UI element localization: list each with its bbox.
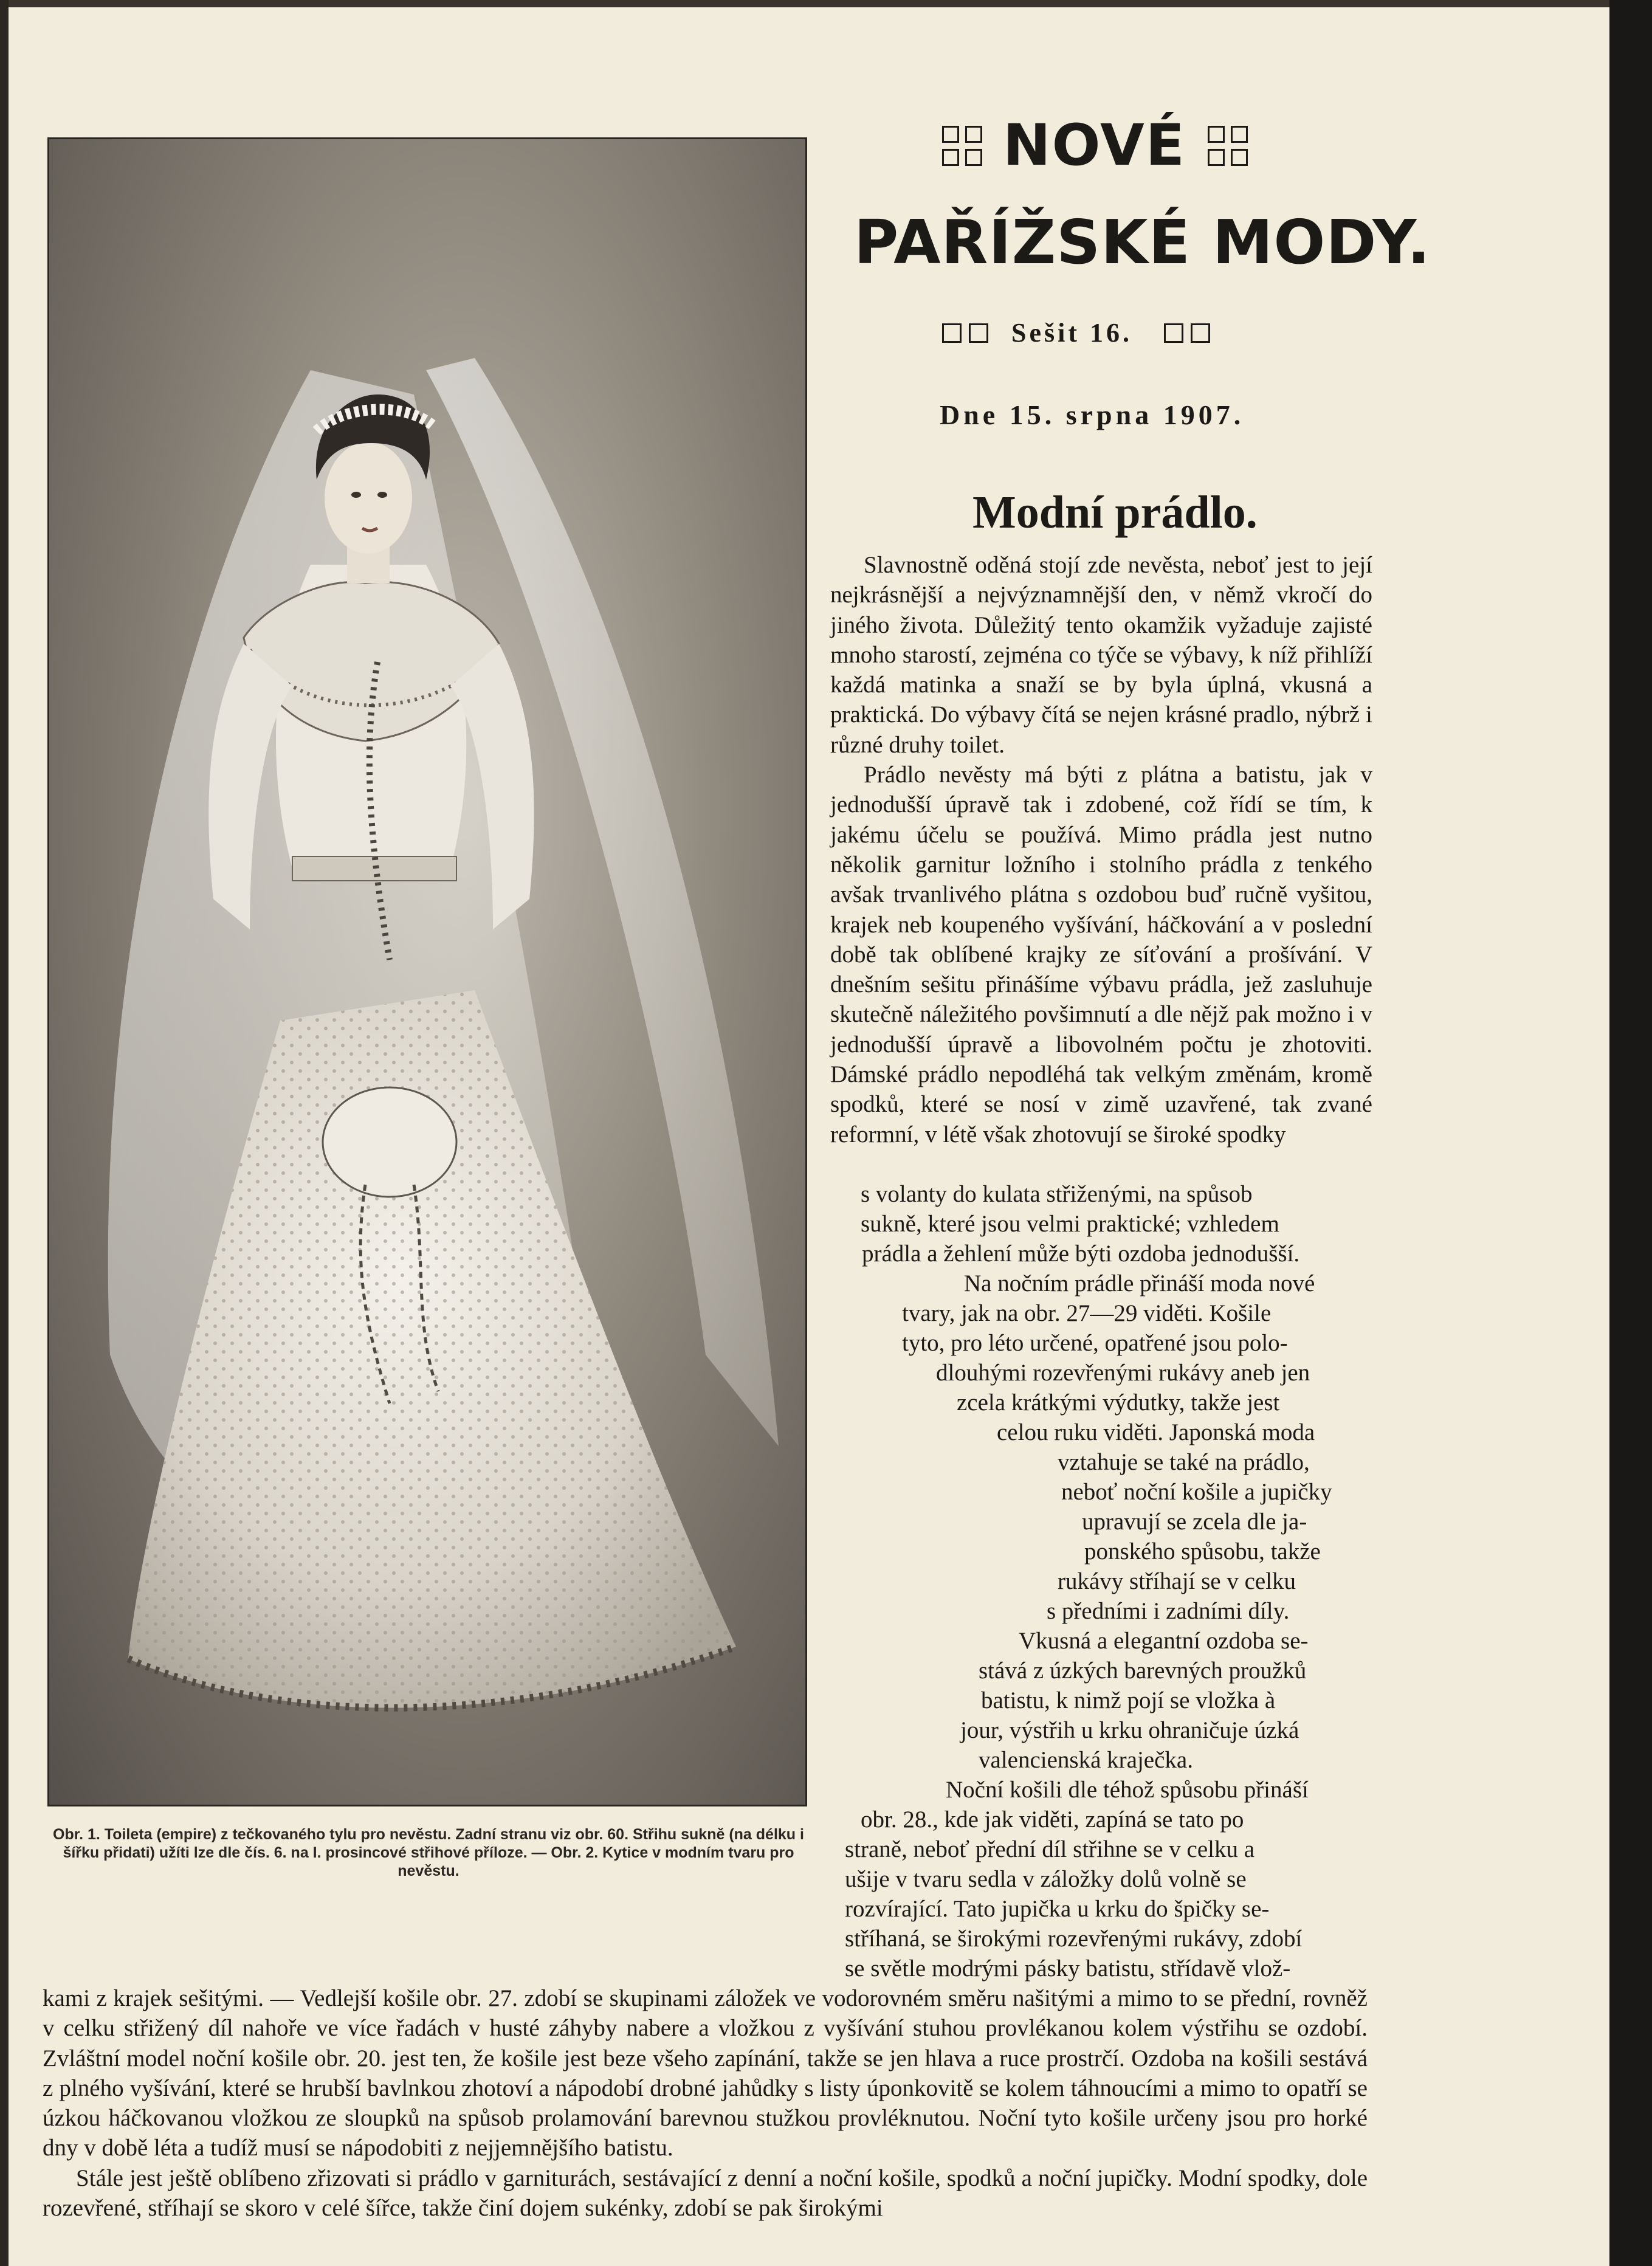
wrap-line: Noční košili dle téhož spůsobu přináší [946, 1777, 1309, 1803]
wrap-line: obr. 28., kde jak viděti, zapíná se tato po [861, 1806, 1244, 1833]
issue-date: Dne 15. srpna 1907. [940, 399, 1245, 430]
wrap-line: rozvírající. Tato jupička u krku do špičky se- [845, 1896, 1270, 1922]
issue-boxes-right [1164, 323, 1210, 343]
wrap-line: prádla a žehlení může býti ozdoba jednodušší. [862, 1241, 1300, 1267]
page-edge-top [0, 0, 1652, 7]
issue-number: Sešit 16. [1011, 318, 1132, 348]
wrap-line: tvary, jak na obr. 27—29 viděti. Košile [902, 1300, 1272, 1326]
wrap-line: vztahuje se také na prádlo, [1058, 1449, 1310, 1475]
wrap-line: stává z úzkých barevných proužků [979, 1658, 1307, 1684]
article-bottom-text [43, 1983, 1368, 2223]
masthead-row-1 [942, 112, 1247, 179]
article-paragraph-1: Slavnostně oděná stojí zde nevěsta, neboť jest to její nejkrásnější a nejvýznamnější den, v němž vkročí do jiného života. Důležitý tento okamžik vyžaduje zajisté mnoho starostí, zejména co týče se výbavy, k níž přihlíží každá matinka a snaží se by byla úplná, vkusná a praktická. Do výbavy čítá se nejen krásné pradlo, nýbrž i různé druhy toilet. [830, 552, 1372, 758]
wrap-line: batistu, k nimž pojí se vložka à [981, 1687, 1276, 1713]
bride-figure-drawing [49, 139, 805, 1805]
wrap-line: s volanty do kulata střiženými, na spůsob [861, 1181, 1253, 1207]
wrap-line: rukávy stříhají se v celku [1058, 1568, 1296, 1594]
wrap-line: zcela krátkými výdutky, takže jest [957, 1390, 1280, 1416]
wrap-line: ponského spůsobu, takže [1084, 1538, 1321, 1565]
masthead-title-line1: NOVÉ [1003, 112, 1186, 179]
wrap-line: sukně, které jsou velmi praktické; vzhledem [861, 1211, 1279, 1237]
article-column [830, 550, 1372, 1149]
wrap-line: straně, neboť přední díl střihne se v celku a [845, 1836, 1255, 1862]
masthead-title-line2: PAŘÍŽSKÉ MODY. [854, 207, 1431, 278]
figure-caption: Obr. 1. Toileta (empire) z tečkovaného tylu pro nevěstu. Zadní stranu viz obr. 60. Střihu sukně (na délku i šířku přidati) užíti lze dle čís. 6. na I. prosincové střihové příloze. — Obr. 2. Kytice v modním tvaru pro nevěstu. [53, 1826, 804, 1879]
wrap-line: dlouhými rozevřenými rukávy aneb jen [936, 1360, 1310, 1386]
issue-boxes-left [942, 323, 988, 343]
wrap-line: Vkusná a elegantní ozdoba se- [1019, 1628, 1309, 1654]
wrap-line: tyto, pro léto určené, opatřené jsou polo- [902, 1330, 1288, 1356]
wrap-line: neboť noční košile a jupičky [1061, 1479, 1332, 1505]
ornament-boxes-left [942, 126, 981, 166]
article-title: Modní prádlo. [972, 487, 1258, 538]
wrap-line: s předními i zadními díly. [1047, 1598, 1290, 1624]
bride-illustration [47, 137, 807, 1806]
wrap-line: stříhaná, se širokými rozevřenými rukávy, zdobí [845, 1926, 1303, 1952]
wrap-line: celou ruku viděti. Japonská moda [997, 1419, 1315, 1445]
article-paragraph-3: kami z krajek sešitými. — Vedlejší košile obr. 27. zdobí se skupinami záložek ve vodorovném směru našitými a mimo to se přední, rovněž v celku střižený díl nahoře ve více řadách v husté záhyby nabere a vložkou z vyšívání stuhou provlékanou kolem výstřihu se ozdobí. Zvláštní model noční košile obr. 20. jest ten, že košile jest beze všeho zapínání, takže se jen hlava a ruce prostrčí. Ozdoba na košili sestává z plného vyšívání, které se hrubší bavlnkou zhotoví a nápodobí drobné jahůdky s listy úponkovitě se kolem táhnoucími a mimo to opatří se úzkou háčkovanou vložkou ze sloupků na spůsob prolamování barevnou stužkou provléknutou. Noční tyto košile určeny jsou pro horké dny v době léta a tudíž musí se nápodobiti z nejjemnějšího batistu. [43, 1985, 1368, 2161]
page-edge-right [1609, 0, 1652, 2266]
wrap-line: upravují se zcela dle ja- [1082, 1509, 1307, 1535]
article-paragraph-4: Stále jest ještě oblíbeno zřizovati si prádlo v garniturách, sestávající z denní a noční košile, spodků a noční jupičky. Modní spodky, dole rozevřené, stříhají se skoro v celé šířce, takže činí dojem sukénky, zdobí se pak širokými [43, 2164, 1368, 2222]
wrap-line: valencienská kraječka. [979, 1747, 1193, 1773]
masthead-row-2 [854, 207, 1431, 278]
wrap-line: ušije v tvaru sedla v záložky dolů volně se [845, 1866, 1247, 1892]
wrap-line: se světle modrými pásky batistu, střídavě vlož- [845, 1955, 1291, 1982]
wrap-line: jour, výstřih u krku ohraničuje úzká [960, 1717, 1299, 1743]
issue-row [942, 317, 1210, 348]
page-edge-left [0, 0, 9, 2266]
wrap-line: Na nočním prádle přináší moda nové [964, 1270, 1315, 1297]
article-paragraph-2: Prádlo nevěsty má býti z plátna a batistu, jak v jednodušší úpravě tak i zdobené, což řídí se tím, k jakému účelu se používá. Mimo prádla jest nutno několik garnitur ložního i stolního prádla z tenkého avšak trvanlivého plátna s ozdobou buď ručně vyšitou, krajek neb koupeného vyšívání, háčkování a v poslední době tak oblíbené krajky ze síťování a prošívání. V dnešním sešitu přinášíme výbavu prádla, jež zasluhuje skutečně náležitého povšimnutí a dle nějž pak možno i v jednodušší úpravě a libovolném počtu je zhotoviti. Dámské prádlo nepodléhá tak velkým změnám, kromě spodků, které se nosí v zimě uzavřené, tak zvané reformní, v létě však zhotovují se široké spodky [830, 762, 1372, 1148]
ornament-boxes-right [1208, 126, 1247, 166]
